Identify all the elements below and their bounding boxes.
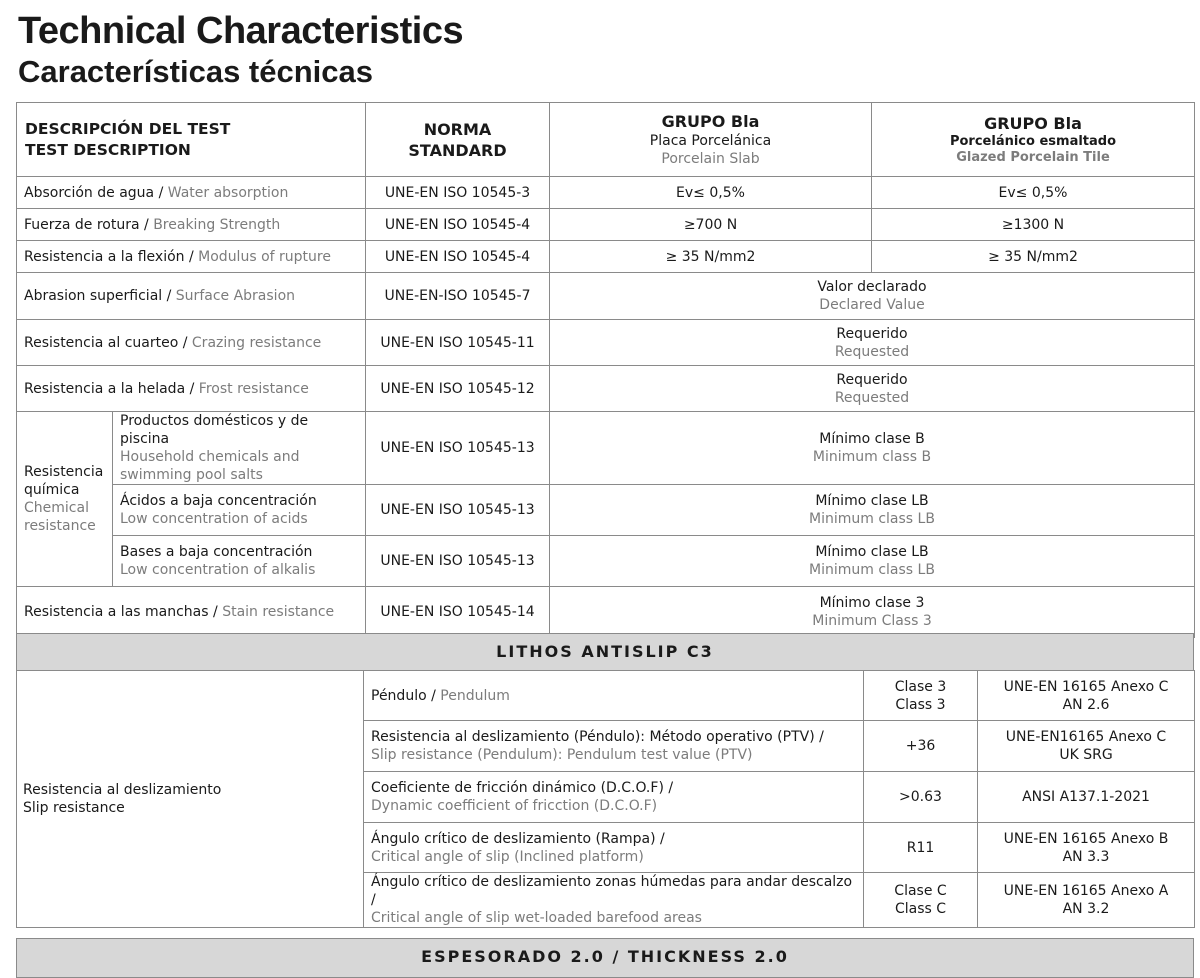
value-merged (550, 485, 1195, 536)
slip-standard (978, 671, 1195, 721)
chem-item-es: Ácidos a baja concentración (120, 493, 317, 509)
table-row (17, 177, 1195, 209)
standard-cell: UNE-EN ISO 10545-3 (366, 177, 550, 209)
slip-standard (978, 873, 1195, 928)
value-merged (550, 587, 1195, 638)
value-glazed: ≥ 35 N/mm2 (872, 241, 1195, 273)
header-standard (366, 103, 550, 177)
value-merged (550, 320, 1195, 366)
section-header-lithos-antislip: LITHOS ANTISLIP C3 (16, 633, 1194, 671)
value-es: Valor declarado (817, 279, 927, 295)
value-en: Minimum class LB (809, 562, 935, 578)
desc-en: Frost resistance (198, 380, 309, 397)
chem-label-es-1: Resistencia (24, 464, 104, 480)
desc-en: Crazing resistance (191, 334, 322, 351)
slip-test-description: Péndulo / Pendulum (364, 671, 864, 721)
page-title: Technical Characteristics (18, 10, 464, 52)
table-row (17, 209, 1195, 241)
desc-es: Absorción de agua (24, 184, 155, 201)
slip-value: >0.63 (864, 772, 978, 823)
table-row (17, 671, 1195, 721)
header-std-en: STANDARD (408, 140, 507, 160)
chem-item-description (113, 412, 366, 485)
test-description: Absorción de agua / Water absorption (17, 177, 366, 209)
desc-en: Modulus of rupture (198, 248, 331, 265)
group2-sub-en: Glazed Porcelain Tile (956, 149, 1110, 165)
chem-label-es-2: química (24, 482, 80, 498)
technical-table (16, 102, 1195, 638)
group2-title: GRUPO Bla (984, 113, 1082, 133)
desc-en: Stain resistance (222, 604, 335, 620)
table-row (17, 587, 1195, 638)
chem-item-description (113, 485, 366, 536)
standard-cell: UNE-EN ISO 10545-14 (366, 587, 550, 638)
slip-desc-es: Péndulo (371, 687, 427, 704)
chem-item-en: Household chemicals and (120, 449, 300, 465)
slip-value-en: Class C (894, 901, 947, 917)
slip-std-2: UK SRG (1059, 747, 1113, 763)
standard-cell: UNE-EN ISO 10545-11 (366, 320, 550, 366)
slip-std-2: AN 3.3 (1062, 848, 1110, 865)
table-row (17, 366, 1195, 412)
group2-sub-es: Porcelánico esmaltado (949, 133, 1117, 149)
value-en: Minimum Class 3 (812, 613, 932, 629)
value-glazed: ≥1300 N (872, 209, 1195, 241)
value-en: Requested (834, 389, 910, 406)
test-description: Abrasion superficial / Surface Abrasion (17, 273, 366, 320)
group1-title: GRUPO Bla (661, 111, 760, 131)
slip-value (864, 873, 978, 928)
chem-item-es: Bases a baja concentración (120, 544, 313, 560)
standard-cell: UNE-EN-ISO 10545-7 (366, 273, 550, 320)
slip-std-1: UNE-EN 16165 Anexo B (1003, 830, 1169, 847)
desc-es: Resistencia a la flexión (24, 248, 185, 265)
chemical-resistance-label (17, 412, 113, 587)
desc-en: Breaking Strength (153, 216, 281, 233)
value-merged (550, 273, 1195, 320)
test-description: Resistencia a la helada / Frost resistance (17, 366, 366, 412)
chem-item-es: Productos domésticos y de piscina (120, 413, 309, 447)
table-row (17, 241, 1195, 273)
header-group-glazed-tile (872, 103, 1195, 177)
slip-desc-en: Critical angle of slip wet-loaded barefood areas (371, 910, 702, 926)
chem-item-en: Low concentration of alkalis (120, 562, 316, 578)
table-row (17, 412, 1195, 485)
table-row (17, 320, 1195, 366)
value-es: Mínimo clase LB (815, 544, 929, 560)
value-slab: ≥700 N (550, 209, 872, 241)
slip-test-description (364, 772, 864, 823)
group1-sub-es: Placa Porcelánica (649, 132, 772, 149)
test-description: Resistencia al cuarteo / Crazing resistance (17, 320, 366, 366)
desc-es: Abrasion superficial (24, 288, 163, 304)
standard-cell: UNE-EN ISO 10545-13 (366, 485, 550, 536)
slip-desc-es: Ángulo crítico de deslizamiento (Rampa) / (371, 830, 665, 847)
slip-standard (978, 823, 1195, 873)
slip-desc-en: Pendulum (440, 687, 510, 704)
table-row (17, 485, 1195, 536)
slip-value-es: Clase C (894, 883, 947, 899)
value-merged (550, 366, 1195, 412)
slip-label-en: Slip resistance (23, 800, 125, 816)
slip-desc-en: Slip resistance (Pendulum): Pendulum test value (PTV) (371, 747, 753, 763)
section-header-thickness: ESPESORADO 2.0 / THICKNESS 2.0 (16, 938, 1194, 978)
test-description: Resistencia a la flexión / Modulus of rupture (17, 241, 366, 273)
standard-cell: UNE-EN ISO 10545-4 (366, 241, 550, 273)
value-es: Requerido (836, 325, 908, 342)
desc-es: Resistencia al cuarteo (24, 334, 179, 351)
slip-desc-en: Dynamic coefficient of fricction (D.C.O.F) (371, 798, 658, 814)
slip-desc-es: Coeficiente de fricción dinámico (D.C.O.F) / (371, 780, 674, 796)
standard-cell: UNE-EN ISO 10545-13 (366, 412, 550, 485)
slip-resistance-table (16, 670, 1195, 928)
value-slab: Ev≤ 0,5% (550, 177, 872, 209)
table-row (17, 273, 1195, 320)
slip-test-description (364, 721, 864, 772)
slip-value-es: Clase 3 (894, 678, 947, 695)
slip-test-description (364, 873, 864, 928)
desc-en: Water absorption (167, 184, 289, 201)
chem-label-en-1: Chemical (24, 500, 89, 516)
chem-item-en: Low concentration of acids (120, 511, 308, 527)
chem-item-en-2: swimming pool salts (120, 467, 263, 483)
value-es: Mínimo clase B (819, 431, 925, 447)
header-desc-es: DESCRIPCIÓN DEL TEST (25, 119, 231, 138)
standard-cell: UNE-EN ISO 10545-12 (366, 366, 550, 412)
slip-std-2: AN 3.2 (1062, 901, 1110, 917)
standard-cell: UNE-EN ISO 10545-13 (366, 536, 550, 587)
slip-label-es: Resistencia al deslizamiento (23, 782, 222, 798)
desc-es: Resistencia a las manchas (24, 604, 209, 620)
value-en: Requested (834, 343, 910, 360)
slip-standard (978, 721, 1195, 772)
slip-desc-en: Critical angle of slip (Inclined platform) (371, 848, 644, 865)
slip-desc-es: Ángulo crítico de deslizamiento zonas húmedas para andar descalzo / (371, 874, 853, 908)
slip-desc-es: Resistencia al deslizamiento (Péndulo): Método operativo (PTV) / (371, 729, 824, 745)
slip-resistance-label (17, 671, 364, 928)
header-description (17, 103, 366, 177)
slip-standard: ANSI A137.1-2021 (978, 772, 1195, 823)
standard-cell: UNE-EN ISO 10545-4 (366, 209, 550, 241)
value-en: Minimum class LB (809, 511, 935, 527)
header-group-porcelain-slab (550, 103, 872, 177)
chem-label-en-2: resistance (24, 518, 96, 534)
value-merged (550, 412, 1195, 485)
desc-es: Resistencia a la helada (24, 380, 186, 397)
slip-test-description (364, 823, 864, 873)
value-es: Mínimo clase 3 (819, 595, 925, 611)
value-glazed: Ev≤ 0,5% (872, 177, 1195, 209)
group1-sub-en: Porcelain Slab (661, 150, 760, 167)
test-description: Resistencia a las manchas / Stain resistance (17, 587, 366, 638)
slip-value: +36 (864, 721, 978, 772)
desc-en: Surface Abrasion (175, 288, 296, 304)
slip-value (864, 671, 978, 721)
slip-value-en: Class 3 (895, 696, 946, 713)
slip-std-1: UNE-EN 16165 Anexo C (1003, 678, 1169, 695)
value-slab: ≥ 35 N/mm2 (550, 241, 872, 273)
header-std-es: NORMA (423, 119, 492, 139)
value-merged (550, 536, 1195, 587)
slip-std-1: UNE-EN16165 Anexo C (1005, 729, 1167, 745)
table-row (17, 536, 1195, 587)
desc-es: Fuerza de rotura (24, 216, 140, 233)
value-es: Mínimo clase LB (815, 493, 929, 509)
value-es: Requerido (836, 371, 908, 388)
value-en: Minimum class B (812, 449, 932, 465)
page-subtitle: Características técnicas (18, 54, 374, 89)
header-desc-en: TEST DESCRIPTION (25, 140, 191, 159)
chem-item-description (113, 536, 366, 587)
value-en: Declared Value (819, 297, 925, 313)
test-description: Fuerza de rotura / Breaking Strength (17, 209, 366, 241)
slip-std-2: AN 2.6 (1062, 696, 1110, 713)
slip-std-1: UNE-EN 16165 Anexo A (1003, 883, 1169, 899)
slip-value: R11 (864, 823, 978, 873)
table-header-row (17, 103, 1195, 177)
